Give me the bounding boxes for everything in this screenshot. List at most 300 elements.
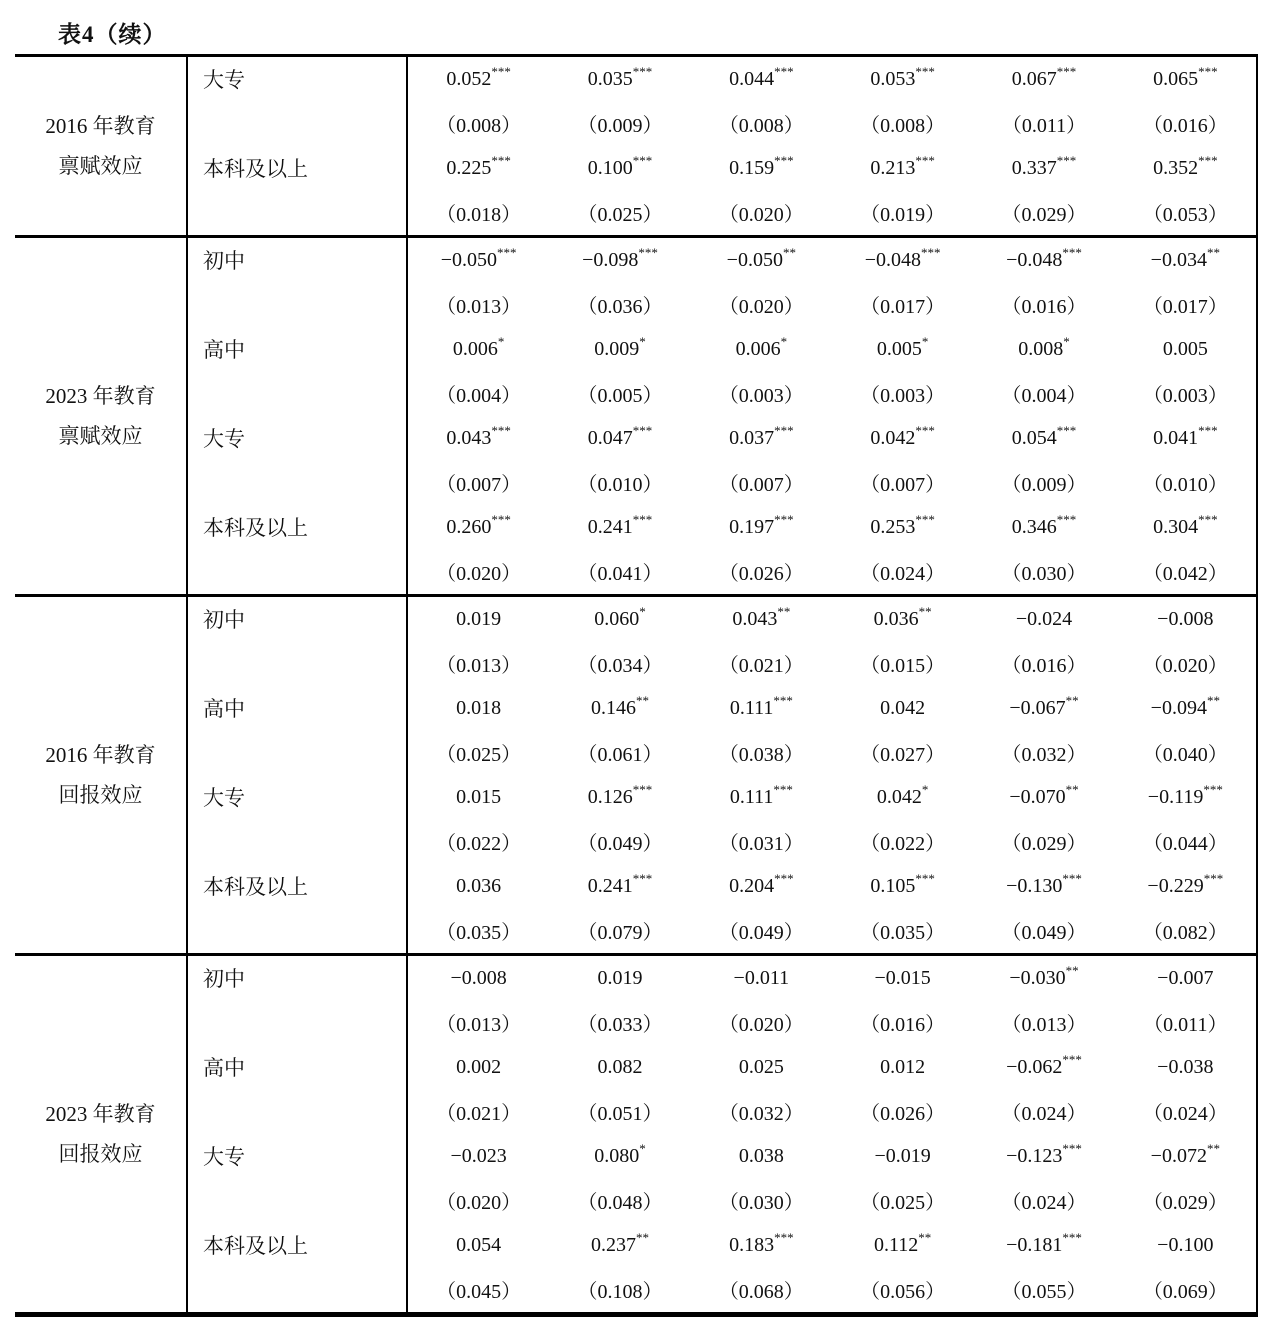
significance-stars: ** [635, 1230, 649, 1246]
coefficient-cell [973, 1134, 1114, 1179]
coefficient-cell [1115, 956, 1256, 1001]
significance-stars: *** [773, 782, 793, 798]
coefficient-value: 0.009 [594, 337, 640, 360]
significance-stars: * [639, 1141, 646, 1157]
table-row [188, 864, 1256, 953]
coefficient-cell [408, 57, 549, 102]
table-row [188, 505, 1256, 594]
coefficient-value: 0.067 [1011, 67, 1057, 90]
standard-error-cell: （0.045） [436, 1281, 522, 1304]
standard-error-cell: （0.041） [577, 563, 663, 586]
table-row [188, 956, 1256, 1045]
data-rows [408, 238, 1256, 327]
coefficient-cell [832, 238, 973, 283]
coefficient-cell [1115, 505, 1256, 550]
significance-stars: *** [632, 64, 653, 80]
coefficient-value: 0.159 [729, 156, 775, 179]
coefficient-value: 0.054 [456, 1233, 502, 1256]
coefficient-cell [973, 238, 1114, 283]
coefficient-cell [691, 146, 832, 191]
education-level-label: 大专 [203, 1145, 245, 1170]
coefficient-cell [549, 686, 690, 731]
coefficient-cell [549, 57, 690, 102]
coefficient-cell [691, 238, 832, 283]
significance-stars: *** [1056, 423, 1077, 439]
coefficient-cell [1115, 864, 1256, 909]
standard-error-cell: （0.013） [436, 1014, 522, 1037]
coefficient-cell [832, 505, 973, 550]
significance-stars: * [497, 334, 505, 350]
group-label-line2: 禀赋效应 [58, 424, 143, 448]
education-level-cell [188, 864, 408, 953]
standard-error-cell: （0.005） [577, 385, 663, 408]
coefficient-cell [549, 864, 690, 909]
standard-error-cell: （0.061） [577, 744, 663, 767]
group-label-line2: 回报效应 [58, 1142, 143, 1166]
standard-error-line [408, 372, 1256, 417]
education-level-cell [188, 956, 408, 1045]
data-rows [408, 1045, 1256, 1134]
significance-stars: *** [1198, 64, 1218, 80]
significance-stars: ** [1065, 782, 1079, 798]
coefficient-cell [691, 775, 832, 820]
coefficient-value: 0.006 [735, 337, 781, 360]
group-label-cell [15, 238, 188, 594]
coefficient-cell [549, 1045, 690, 1090]
coefficient-value: 0.060 [594, 607, 640, 630]
coefficient-value: 0.253 [870, 515, 916, 538]
coefficient-cell [973, 864, 1114, 909]
coefficient-value: −0.123 [1006, 1144, 1063, 1167]
standard-error-cell: （0.036） [577, 296, 663, 319]
significance-stars: *** [1198, 423, 1218, 439]
education-level-cell [188, 1223, 408, 1312]
standard-error-cell: （0.016） [1142, 115, 1228, 138]
coefficient-value: 0.036 [456, 874, 502, 897]
group-label-line1: 2023 年教育 [45, 1102, 156, 1126]
coefficient-cell [973, 775, 1114, 820]
standard-error-cell: （0.019） [860, 204, 946, 227]
standard-error-cell: （0.025） [577, 204, 663, 227]
coefficient-cell [832, 1134, 973, 1179]
data-rows [408, 597, 1256, 686]
significance-stars: *** [491, 64, 511, 80]
standard-error-cell: （0.022） [860, 833, 946, 856]
coefficient-cell [832, 327, 973, 372]
section-body [188, 57, 1256, 235]
coefficient-cell [832, 686, 973, 731]
coefficient-cell [549, 956, 690, 1001]
section-body [188, 238, 1256, 594]
coefficient-cell [549, 416, 690, 461]
data-rows [408, 327, 1256, 416]
standard-error-line [408, 1090, 1256, 1135]
standard-error-cell: （0.009） [1001, 474, 1087, 497]
coefficient-cell [691, 1134, 832, 1179]
education-level-cell [188, 327, 408, 416]
significance-stars: ** [918, 604, 932, 620]
coefficient-value: 0.337 [1011, 156, 1057, 179]
education-level-label: 初中 [203, 608, 245, 633]
coefficient-cell [549, 505, 690, 550]
significance-stars: *** [632, 423, 653, 439]
significance-stars: ** [782, 245, 796, 261]
education-level-cell [188, 505, 408, 594]
standard-error-cell: （0.004） [1001, 385, 1087, 408]
table-row [188, 327, 1256, 416]
significance-stars: * [921, 782, 929, 798]
standard-error-line [408, 461, 1256, 506]
table-row [188, 416, 1256, 505]
standard-error-line [408, 1001, 1256, 1046]
data-rows [408, 146, 1256, 235]
significance-stars: *** [915, 423, 935, 439]
education-level-cell [188, 775, 408, 864]
significance-stars: *** [491, 423, 511, 439]
standard-error-cell: （0.038） [718, 744, 804, 767]
standard-error-cell: （0.029） [1001, 204, 1087, 227]
coefficient-value: 0.241 [587, 515, 633, 538]
coefficient-cell [408, 505, 549, 550]
significance-stars: ** [1206, 245, 1220, 261]
coefficient-value: −0.038 [1157, 1055, 1214, 1078]
data-rows [408, 416, 1256, 505]
coefficient-value: −0.100 [1157, 1233, 1214, 1256]
group-label-line2: 回报效应 [58, 783, 143, 807]
coefficient-line [408, 864, 1256, 909]
coefficient-line [408, 597, 1256, 642]
table-row [188, 1134, 1256, 1223]
significance-stars: *** [497, 245, 517, 261]
standard-error-line [408, 102, 1256, 147]
coefficient-value: 0.213 [870, 156, 916, 179]
significance-stars: ** [1206, 1141, 1220, 1157]
coefficient-cell [691, 1223, 832, 1268]
standard-error-cell: （0.011） [1001, 115, 1087, 138]
standard-error-cell: （0.027） [860, 744, 946, 767]
data-rows [408, 956, 1256, 1045]
coefficient-line [408, 238, 1256, 283]
standard-error-line [408, 550, 1256, 595]
coefficient-line [408, 416, 1256, 461]
coefficient-value: 0.043 [732, 607, 778, 630]
standard-error-cell: （0.013） [1001, 1014, 1087, 1037]
group-label-line2: 禀赋效应 [58, 154, 143, 178]
coefficient-value: 0.105 [870, 874, 916, 897]
significance-stars: ** [918, 1230, 932, 1246]
table-section [15, 238, 1256, 597]
coefficient-cell [973, 1223, 1114, 1268]
standard-error-cell: （0.017） [1142, 296, 1228, 319]
coefficient-cell [408, 864, 549, 909]
coefficient-cell [973, 146, 1114, 191]
significance-stars: ** [635, 693, 649, 709]
data-rows [408, 1134, 1256, 1223]
significance-stars: *** [1198, 512, 1218, 528]
coefficient-value: −0.094 [1150, 696, 1207, 719]
coefficient-value: 0.241 [587, 874, 633, 897]
coefficient-value: 0.006 [452, 337, 498, 360]
standard-error-cell: （0.020） [436, 563, 522, 586]
standard-error-cell: （0.035） [436, 922, 522, 945]
standard-error-cell: （0.029） [1142, 1192, 1228, 1215]
coefficient-value: 0.111 [729, 785, 774, 808]
education-level-label: 本科及以上 [203, 516, 308, 541]
coefficient-value: 0.038 [738, 1144, 784, 1167]
coefficient-value: −0.019 [874, 1144, 931, 1167]
significance-stars: *** [921, 245, 941, 261]
coefficient-line [408, 327, 1256, 372]
coefficient-cell [973, 57, 1114, 102]
standard-error-line [408, 283, 1256, 328]
significance-stars: ** [777, 604, 791, 620]
coefficient-value: 0.005 [1162, 337, 1208, 360]
standard-error-cell: （0.008） [718, 115, 804, 138]
standard-error-cell: （0.003） [860, 385, 946, 408]
standard-error-line [408, 909, 1256, 954]
data-rows [408, 57, 1256, 146]
coefficient-value: −0.098 [582, 248, 639, 271]
standard-error-cell: （0.003） [718, 385, 804, 408]
coefficient-value: 0.237 [590, 1233, 636, 1256]
coefficient-cell [973, 686, 1114, 731]
standard-error-cell: （0.026） [860, 1103, 946, 1126]
significance-stars: *** [1062, 1141, 1082, 1157]
coefficient-value: 0.065 [1153, 67, 1199, 90]
coefficient-value: −0.030 [1009, 966, 1066, 989]
coefficient-cell [832, 1045, 973, 1090]
education-level-cell [188, 686, 408, 775]
coefficient-value: 0.042 [870, 426, 916, 449]
coefficient-value: 0.044 [729, 67, 775, 90]
coefficient-cell [408, 1223, 549, 1268]
table-section [15, 597, 1256, 956]
data-rows [408, 1223, 1256, 1312]
coefficient-value: 0.111 [729, 696, 774, 719]
significance-stars: *** [1062, 245, 1082, 261]
significance-stars: *** [632, 782, 653, 798]
coefficient-value: 0.126 [587, 785, 633, 808]
table-row [188, 1045, 1256, 1134]
standard-error-cell: （0.010） [1142, 474, 1228, 497]
coefficient-value: 0.041 [1153, 426, 1199, 449]
coefficient-cell [1115, 686, 1256, 731]
coefficient-value: −0.007 [1157, 966, 1214, 989]
table-section [15, 956, 1256, 1312]
significance-stars: *** [638, 245, 658, 261]
table-title: 表4（续） [58, 21, 167, 47]
significance-stars: *** [915, 871, 935, 887]
standard-error-cell: （0.020） [718, 1014, 804, 1037]
standard-error-line [408, 1179, 1256, 1224]
coefficient-value: 0.260 [446, 515, 492, 538]
coefficient-value: −0.070 [1009, 785, 1066, 808]
group-label-cell [15, 956, 188, 1312]
coefficient-line [408, 146, 1256, 191]
standard-error-cell: （0.016） [1001, 655, 1087, 678]
significance-stars: *** [632, 871, 653, 887]
standard-error-cell: （0.015） [860, 655, 946, 678]
coefficient-value: 0.008 [1018, 337, 1064, 360]
education-level-label: 初中 [203, 249, 245, 274]
standard-error-line [408, 731, 1256, 776]
coefficient-value: 0.036 [873, 607, 919, 630]
coefficient-cell [832, 864, 973, 909]
results-table [15, 54, 1258, 1317]
coefficient-cell [691, 686, 832, 731]
significance-stars: *** [774, 871, 794, 887]
coefficient-cell [408, 327, 549, 372]
coefficient-cell [691, 597, 832, 642]
coefficient-value: −0.050 [440, 248, 498, 271]
coefficient-value: −0.050 [726, 248, 783, 271]
coefficient-cell [691, 956, 832, 1001]
significance-stars: *** [1056, 64, 1077, 80]
standard-error-cell: （0.035） [860, 922, 946, 945]
table-row [188, 775, 1256, 864]
coefficient-cell [1115, 1134, 1256, 1179]
education-level-cell [188, 416, 408, 505]
table-section [15, 57, 1256, 238]
significance-stars: *** [632, 512, 653, 528]
significance-stars: ** [1065, 963, 1079, 979]
table-row [188, 597, 1256, 686]
coefficient-cell [549, 597, 690, 642]
standard-error-cell: （0.031） [718, 833, 804, 856]
coefficient-cell [549, 238, 690, 283]
coefficient-cell [973, 597, 1114, 642]
coefficient-value: −0.015 [874, 966, 931, 989]
coefficient-cell [1115, 327, 1256, 372]
coefficient-cell [1115, 775, 1256, 820]
significance-stars: *** [1203, 871, 1224, 887]
standard-error-cell: （0.021） [718, 655, 804, 678]
data-rows [408, 864, 1256, 953]
coefficient-line [408, 1223, 1256, 1268]
standard-error-cell: （0.056） [860, 1281, 946, 1304]
coefficient-value: 0.100 [587, 156, 633, 179]
standard-error-cell: （0.010） [577, 474, 663, 497]
coefficient-line [408, 686, 1256, 731]
data-rows [408, 775, 1256, 864]
coefficient-cell [1115, 238, 1256, 283]
coefficient-cell [973, 505, 1114, 550]
coefficient-cell [691, 416, 832, 461]
coefficient-value: 0.037 [729, 426, 775, 449]
coefficient-line [408, 956, 1256, 1001]
coefficient-cell [408, 956, 549, 1001]
coefficient-value: 0.002 [456, 1055, 502, 1078]
coefficient-value: 0.052 [446, 67, 492, 90]
significance-stars: *** [1056, 512, 1077, 528]
standard-error-line [408, 191, 1256, 236]
standard-error-cell: （0.030） [1001, 563, 1087, 586]
coefficient-line [408, 1134, 1256, 1179]
coefficient-value: 0.304 [1153, 515, 1199, 538]
group-label-cell [15, 597, 188, 953]
education-level-cell [188, 238, 408, 327]
coefficient-value: −0.067 [1009, 696, 1066, 719]
group-label-cell [15, 57, 188, 235]
coefficient-value: 0.043 [446, 426, 492, 449]
coefficient-value: 0.015 [456, 785, 502, 808]
coefficient-cell [408, 597, 549, 642]
coefficient-cell [691, 57, 832, 102]
significance-stars: *** [773, 693, 793, 709]
standard-error-cell: （0.007） [718, 474, 804, 497]
coefficient-cell [1115, 597, 1256, 642]
coefficient-value: −0.048 [1006, 248, 1063, 271]
standard-error-line [408, 1268, 1256, 1313]
significance-stars: * [1063, 334, 1070, 350]
coefficient-cell [691, 327, 832, 372]
standard-error-cell: （0.013） [436, 296, 522, 319]
coefficient-value: −0.034 [1150, 248, 1207, 271]
section-body [188, 597, 1256, 953]
coefficient-cell [832, 416, 973, 461]
standard-error-cell: （0.024） [1001, 1103, 1087, 1126]
standard-error-cell: （0.034） [577, 655, 663, 678]
coefficient-cell [549, 1134, 690, 1179]
standard-error-cell: （0.069） [1142, 1281, 1228, 1304]
coefficient-cell [691, 1045, 832, 1090]
significance-stars: *** [915, 153, 935, 169]
coefficient-cell [973, 1045, 1114, 1090]
coefficient-cell [408, 686, 549, 731]
coefficient-value: 0.053 [870, 67, 916, 90]
coefficient-cell [973, 956, 1114, 1001]
significance-stars: *** [1198, 153, 1218, 169]
standard-error-cell: （0.024） [860, 563, 946, 586]
standard-error-cell: （0.003） [1142, 385, 1228, 408]
data-rows [408, 686, 1256, 775]
coefficient-cell [1115, 1045, 1256, 1090]
coefficient-value: −0.119 [1147, 785, 1204, 808]
section-body [188, 956, 1256, 1312]
standard-error-cell: （0.030） [718, 1192, 804, 1215]
coefficient-value: 0.047 [587, 426, 633, 449]
standard-error-cell: （0.011） [1143, 1014, 1228, 1037]
coefficient-cell [408, 238, 549, 283]
coefficient-value: 0.019 [597, 966, 643, 989]
standard-error-cell: （0.079） [577, 922, 663, 945]
coefficient-cell [973, 327, 1114, 372]
coefficient-value: 0.054 [1011, 426, 1057, 449]
standard-error-cell: （0.032） [1001, 744, 1087, 767]
standard-error-cell: （0.049） [1001, 922, 1087, 945]
education-level-label: 大专 [203, 68, 245, 93]
significance-stars: *** [915, 512, 935, 528]
significance-stars: * [921, 334, 929, 350]
coefficient-cell [832, 775, 973, 820]
standard-error-cell: （0.025） [436, 744, 522, 767]
coefficient-value: 0.197 [729, 515, 775, 538]
table-row [188, 1223, 1256, 1312]
coefficient-value: −0.072 [1150, 1144, 1207, 1167]
standard-error-cell: （0.032） [718, 1103, 804, 1126]
significance-stars: ** [1065, 693, 1079, 709]
significance-stars: *** [774, 1230, 794, 1246]
coefficient-cell [832, 1223, 973, 1268]
coefficient-value: 0.035 [587, 67, 633, 90]
table-row [188, 238, 1256, 327]
standard-error-cell: （0.020） [718, 204, 804, 227]
significance-stars: *** [1062, 1230, 1082, 1246]
standard-error-cell: （0.055） [1001, 1281, 1087, 1304]
standard-error-cell: （0.049） [718, 922, 804, 945]
coefficient-cell [549, 146, 690, 191]
standard-error-cell: （0.051） [577, 1103, 663, 1126]
